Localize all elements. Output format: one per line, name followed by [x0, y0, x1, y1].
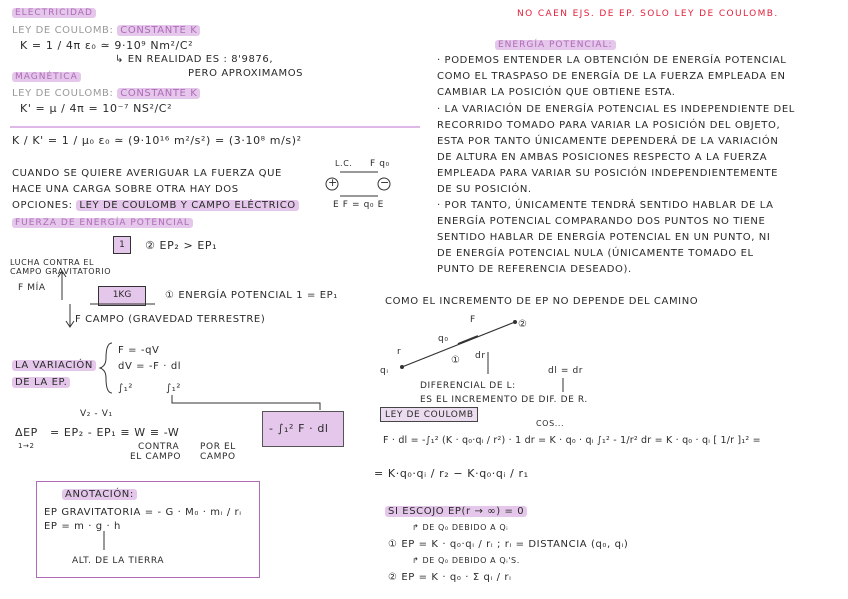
- ley-coulomb-box-text: LEY DE COULOMB: [385, 410, 474, 420]
- contra-label: CONTRA: [138, 442, 180, 452]
- diagram-q0: q₀: [438, 334, 449, 344]
- top-note: NO CAEN EJS. DE EP. SOLO LEY DE COULOMB.: [517, 9, 779, 19]
- f-eq: F = -qV: [118, 345, 160, 356]
- cos-label: COS...: [536, 419, 565, 428]
- variation-brace: [100, 343, 112, 393]
- ratio-formula: K / K' = 1 / μ₀ ε₀ ≃ (9·10¹⁶ m²/s²) = (3·10⁸ m/s)²: [12, 134, 302, 147]
- result-equation: = K·q₀·qᵢ / r₂ − K·q₀·qᵢ / r₁: [374, 467, 529, 480]
- delta-ep: ΔEP: [15, 426, 38, 439]
- diagram-point-1: ①: [451, 355, 461, 366]
- cuando-line-3b: LEY DE COULOMB Y CAMPO ELÉCTRICO: [76, 200, 298, 211]
- ep-eq-1: ① EP = K · q₀·qᵢ / rᵢ ; rᵢ = DISTANCIA (q₀, qᵢ): [388, 539, 629, 550]
- integral-1: ∫₁²: [118, 383, 134, 394]
- de-q0-debido-1: ↱ DE Q₀ DEBIDO A Qᵢ: [412, 523, 509, 532]
- constante-k-label-1: CONSTANTE K: [117, 25, 200, 36]
- dl-dr-label: dl = dr: [548, 366, 584, 376]
- anotacion-label: ANOTACIÓN:: [62, 489, 137, 500]
- p2-line-4: DE ALTURA EN AMBAS POSICIONES RESPECTO A LA FUERZA: [437, 152, 768, 163]
- de-q0-debido-2: ↱ DE Q₀ DEBIDO A Qᵢ'S.: [412, 556, 520, 565]
- p2-line-5: EMPLEADA PARA VARIAR SU POSICIÓN INDEPENDIENTEMENTE: [437, 168, 779, 179]
- diagram-f: F: [470, 315, 476, 325]
- p1-line-1: · PODEMOS ENTENDER LA OBTENCIÓN DE ENERGÍA POTENCIAL: [437, 55, 787, 66]
- f-q0-label: F q₀: [370, 159, 390, 169]
- cuando-line-2: HACE UNA CARGA SOBRE OTRA HAY DOS: [12, 184, 239, 195]
- de-la-ep-label: DE LA EP.: [12, 377, 70, 388]
- realidad-line-2: PERO APROXIMAMOS: [188, 68, 304, 79]
- p3-line-1: · POR TANTO, ÚNICAMENTE TENDRÁ SENTIDO HABLAR DE LA: [437, 200, 774, 211]
- dl-segment: [458, 336, 478, 344]
- end-point: [513, 320, 517, 324]
- ep-eq-2: ② EP = K · q₀ · Σ qᵢ / rᵢ: [388, 572, 512, 583]
- p1-line-3: CAMBIAR LA POSICIÓN QUE OBTIENE ESTA.: [437, 87, 676, 98]
- mass-box-1kg: 1KG: [98, 286, 146, 306]
- qi-point: [400, 365, 404, 369]
- f-mia-label: F MÍA: [18, 283, 46, 293]
- boxed-integral-text: - ∫₁² F · dl: [269, 422, 329, 435]
- lucha-line-2: CAMPO GRAVITATORIO: [10, 267, 112, 276]
- to-box-arrow: [172, 395, 320, 410]
- ep-grav-eq-2: EP = m · g · h: [44, 521, 121, 532]
- realidad-line-1: ↳ EN REALIDAD ES : 8'9876,: [115, 54, 274, 65]
- mass-box-small: 1: [113, 236, 131, 254]
- alt-tierra-label: ALT. DE LA TIERRA: [72, 556, 165, 566]
- main-equation: F · dl = -∫₁² (K · q₀·qᵢ / r²) · 1 dr = K · q₀ · qᵢ ∫₁² - 1/r² dr = K · q₀ · qᵢ [ 1/r ]₁² =: [383, 435, 761, 446]
- diferencial-line-2: ES EL INCREMENTO DE DIF. DE R.: [420, 395, 588, 405]
- minus-charge-circle: [378, 178, 390, 190]
- cuando-line-1: CUANDO SE QUIERE AVERIGUAR LA FUERZA QUE: [12, 168, 282, 179]
- p1-line-2: COMO EL TRASPASO DE ENERGÍA DE LA FUERZA EMPLEADA EN: [437, 71, 786, 82]
- dv-eq: dV = -F · dl: [118, 361, 182, 372]
- la-variacion-label: LA VARIACIÓN: [12, 360, 96, 371]
- ley-coulomb-label-1: LEY DE COULOMB:: [12, 25, 114, 36]
- e-field-label: E F = q₀ E: [333, 200, 384, 210]
- f-campo-label: F CAMPO (GRAVEDAD TERRESTRE): [75, 314, 266, 325]
- si-escojo-label: SI ESCOJO EP(r → ∞) = 0: [385, 506, 527, 517]
- diagram-point-2: ②: [518, 319, 528, 330]
- p2-line-2: RECORRIDO TOMADO PARA VARIAR LA POSICIÓN DEL OBJETO,: [437, 120, 781, 131]
- ep-grav-eq-1: EP GRAVITATORIA = - G · M₀ · mᵢ / rᵢ: [44, 507, 242, 518]
- k-formula: K = 1 / 4π ε₀ ≃ 9·10⁹ Nm²/C²: [20, 39, 194, 52]
- cuando-line-3a: OPCIONES:: [12, 200, 73, 211]
- p2-line-1: · LA VARIACIÓN DE ENERGÍA POTENCIAL ES INDEPENDIENTE DEL: [437, 104, 795, 115]
- campo-label: CAMPO: [200, 452, 236, 462]
- ep2-ep1-eq: = EP₂ - EP₁ ≡ W ≡ -W: [50, 426, 180, 439]
- lucha-line-1: LUCHA CONTRA EL: [10, 258, 95, 267]
- p3-line-3: SENTIDO HABLAR DE ENERGÍA POTENCIAL EN UN PUNTO, NI: [437, 232, 771, 243]
- como-incremento: COMO EL INCREMENTO DE EP NO DEPENDE DEL CAMINO: [385, 296, 699, 307]
- constante-k-label-2: CONSTANTE K: [117, 88, 200, 99]
- heading-energia-potencial: ENERGÍA POTENCIAL:: [495, 40, 616, 50]
- p3-line-4: DE ENERGÍA POTENCIAL NULA (ÚNICAMENTE TOMADO EL: [437, 248, 754, 259]
- ley-coulomb-label-2: LEY DE COULOMB:: [12, 88, 114, 99]
- heading-magnetica: MAGNÉTICA: [12, 72, 81, 82]
- diagram-dr: dr: [475, 351, 486, 361]
- diagram-qi: qᵢ: [380, 366, 389, 376]
- diferencial-line-1: DIFERENCIAL DE L:: [420, 381, 516, 391]
- diagram-r: r: [397, 347, 402, 357]
- p3-line-2: ENERGÍA POTENCIAL COMPARANDO DOS PUNTOS NO TIENE: [437, 216, 766, 227]
- ep2-gt-ep1: ② EP₂ > EP₁: [145, 239, 218, 252]
- p2-line-3: ESTA POR TANTO ÚNICAMENTE DEPENDERÁ DE LA VARIACIÓN: [437, 136, 779, 147]
- plus-charge-circle: [326, 178, 338, 190]
- por-el-label: POR EL: [200, 442, 236, 452]
- heading-electricidad: ELECTRICIDAD: [12, 8, 96, 18]
- kprime-formula: K' = μ / 4π = 10⁻⁷ NS²/C²: [20, 102, 173, 115]
- plus-charge: +: [328, 176, 338, 189]
- p2-line-6: DE SU POSICIÓN.: [437, 184, 532, 195]
- ep1-label: ① ENERGÍA POTENCIAL 1 = EP₁: [165, 290, 338, 301]
- minus-charge: −: [380, 176, 390, 189]
- v2-v1: V₂ - V₁: [80, 409, 113, 419]
- heading-fuerza-ep: FUERZA DE ENERGÍA POTENCIAL: [12, 218, 193, 228]
- integral-2: ∫₁²: [166, 383, 182, 394]
- delta-ep-sub: 1→2: [18, 442, 35, 450]
- p3-line-5: PUNTO DE REFERENCIA DESEADO).: [437, 264, 632, 275]
- el-campo-label: EL CAMPO: [130, 452, 182, 462]
- lc-label: L.C.: [335, 159, 353, 168]
